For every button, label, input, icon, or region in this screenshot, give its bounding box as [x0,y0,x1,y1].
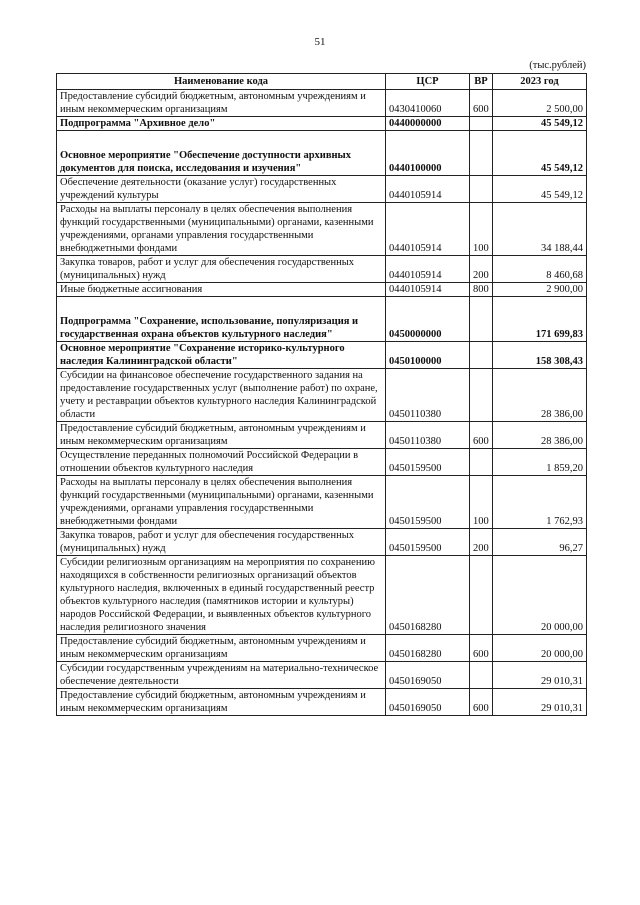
row-amount: 1 859,20 [493,449,587,476]
row-name: Предоставление субсидий бюджетным, автономным учреждениям и иным некоммерческим организациям [57,90,386,117]
row-amount: 29 010,31 [493,689,587,716]
row-name: Подпрограмма "Сохранение, использование, популяризация и государственная охрана объектов культурного наследия" [57,297,386,342]
row-vr: 800 [470,283,493,297]
row-amount: 20 000,00 [493,556,587,635]
units-label: (тыс.рублей) [529,60,586,71]
table-header-row [57,74,587,90]
row-csr: 0430410060 [386,90,470,117]
table-row [57,689,587,716]
row-csr: 0450100000 [386,342,470,369]
row-csr: 0440105914 [386,176,470,203]
row-csr: 0440105914 [386,203,470,256]
row-name: Основное мероприятие "Сохранение историко-культурного наследия Калининградской области" [57,342,386,369]
row-vr [470,176,493,203]
row-name: Субсидии религиозным организациям на мероприятия по сохранению находящихся в собственности религиозных организаций объектов культурного наследия, включенных в единый государственный реестр объектов культурного наследия (памятников истории и культуры) народов Российской Федерации, и выявленных объектов культурного наследия религиозного значения [57,556,386,635]
row-vr: 600 [470,90,493,117]
row-name: Иные бюджетные ассигнования [57,283,386,297]
row-amount: 2 900,00 [493,283,587,297]
row-csr: 0440105914 [386,256,470,283]
row-csr: 0450169050 [386,689,470,716]
row-amount: 28 386,00 [493,369,587,422]
row-vr: 600 [470,635,493,662]
header-csr: ЦСР [386,74,470,90]
row-csr: 0450169050 [386,662,470,689]
row-amount: 171 699,83 [493,297,587,342]
row-vr: 200 [470,529,493,556]
row-vr: 200 [470,256,493,283]
table-row [57,131,587,176]
row-name: Субсидии государственным учреждениям на материально-техническое обеспечение деятельности [57,662,386,689]
table-row [57,283,587,297]
row-csr: 0440100000 [386,131,470,176]
table-row [57,476,587,529]
row-amount: 28 386,00 [493,422,587,449]
row-vr [470,117,493,131]
row-amount: 45 549,12 [493,131,587,176]
row-amount: 96,27 [493,529,587,556]
header-amount: 2023 год [493,74,587,90]
row-csr: 0440000000 [386,117,470,131]
budget-table [56,73,587,716]
row-csr: 0450168280 [386,635,470,662]
table-row [57,176,587,203]
row-name: Закупка товаров, работ и услуг для обеспечения государственных (муниципальных) нужд [57,256,386,283]
row-name: Предоставление субсидий бюджетным, автономным учреждениям и иным некоммерческим организациям [57,689,386,716]
row-name: Подпрограмма "Архивное дело" [57,117,386,131]
row-vr: 100 [470,476,493,529]
row-vr [470,297,493,342]
row-amount: 20 000,00 [493,635,587,662]
row-csr: 0450168280 [386,556,470,635]
row-vr [470,449,493,476]
table-row [57,529,587,556]
row-name: Предоставление субсидий бюджетным, автономным учреждениям и иным некоммерческим организациям [57,422,386,449]
row-name: Расходы на выплаты персоналу в целях обеспечения выполнения функций государственными (муниципальными) органами, казенными учреждениями, органами управления государственными внебюджетными фондами [57,203,386,256]
row-vr [470,369,493,422]
table-row [57,297,587,342]
page-number: 51 [314,36,326,48]
row-csr: 0450159500 [386,449,470,476]
row-name: Основное мероприятие "Обеспечение доступности архивных документов для поиска, исследования и изучения" [57,131,386,176]
table-row [57,342,587,369]
table-row [57,662,587,689]
table-row [57,422,587,449]
row-vr: 100 [470,203,493,256]
row-vr: 600 [470,422,493,449]
table-row [57,556,587,635]
row-csr: 0450110380 [386,422,470,449]
row-vr: 600 [470,689,493,716]
table-row [57,449,587,476]
row-vr [470,131,493,176]
row-csr: 0450159500 [386,529,470,556]
row-vr [470,342,493,369]
row-vr [470,662,493,689]
table-row [57,256,587,283]
row-csr: 0450159500 [386,476,470,529]
table-row [57,203,587,256]
row-amount: 34 188,44 [493,203,587,256]
table-row [57,635,587,662]
row-amount: 45 549,12 [493,117,587,131]
row-name: Обеспечение деятельности (оказание услуг) государственных учреждений культуры [57,176,386,203]
table-row [57,117,587,131]
row-vr [470,556,493,635]
row-csr: 0440105914 [386,283,470,297]
table-row [57,90,587,117]
row-amount: 158 308,43 [493,342,587,369]
row-name: Субсидии на финансовое обеспечение государственного задания на предоставление государственных услуг (выполнение работ) по охране, учету и реставрации объектов культурного наследия Калининградской области [57,369,386,422]
row-amount: 45 549,12 [493,176,587,203]
row-csr: 0450110380 [386,369,470,422]
row-amount: 29 010,31 [493,662,587,689]
row-name: Закупка товаров, работ и услуг для обеспечения государственных (муниципальных) нужд [57,529,386,556]
header-name: Наименование кода [57,74,386,90]
row-amount: 8 460,68 [493,256,587,283]
row-name: Расходы на выплаты персоналу в целях обеспечения выполнения функций государственными (муниципальными) органами, казенными учреждениями, органами управления государственными внебюджетными фондами [57,476,386,529]
row-csr: 0450000000 [386,297,470,342]
row-amount: 2 500,00 [493,90,587,117]
header-vr: ВР [470,74,493,90]
row-name: Осуществление переданных полномочий Российской Федерации в отношении объектов культурного наследия [57,449,386,476]
row-name: Предоставление субсидий бюджетным, автономным учреждениям и иным некоммерческим организациям [57,635,386,662]
row-amount: 1 762,93 [493,476,587,529]
table-row [57,369,587,422]
